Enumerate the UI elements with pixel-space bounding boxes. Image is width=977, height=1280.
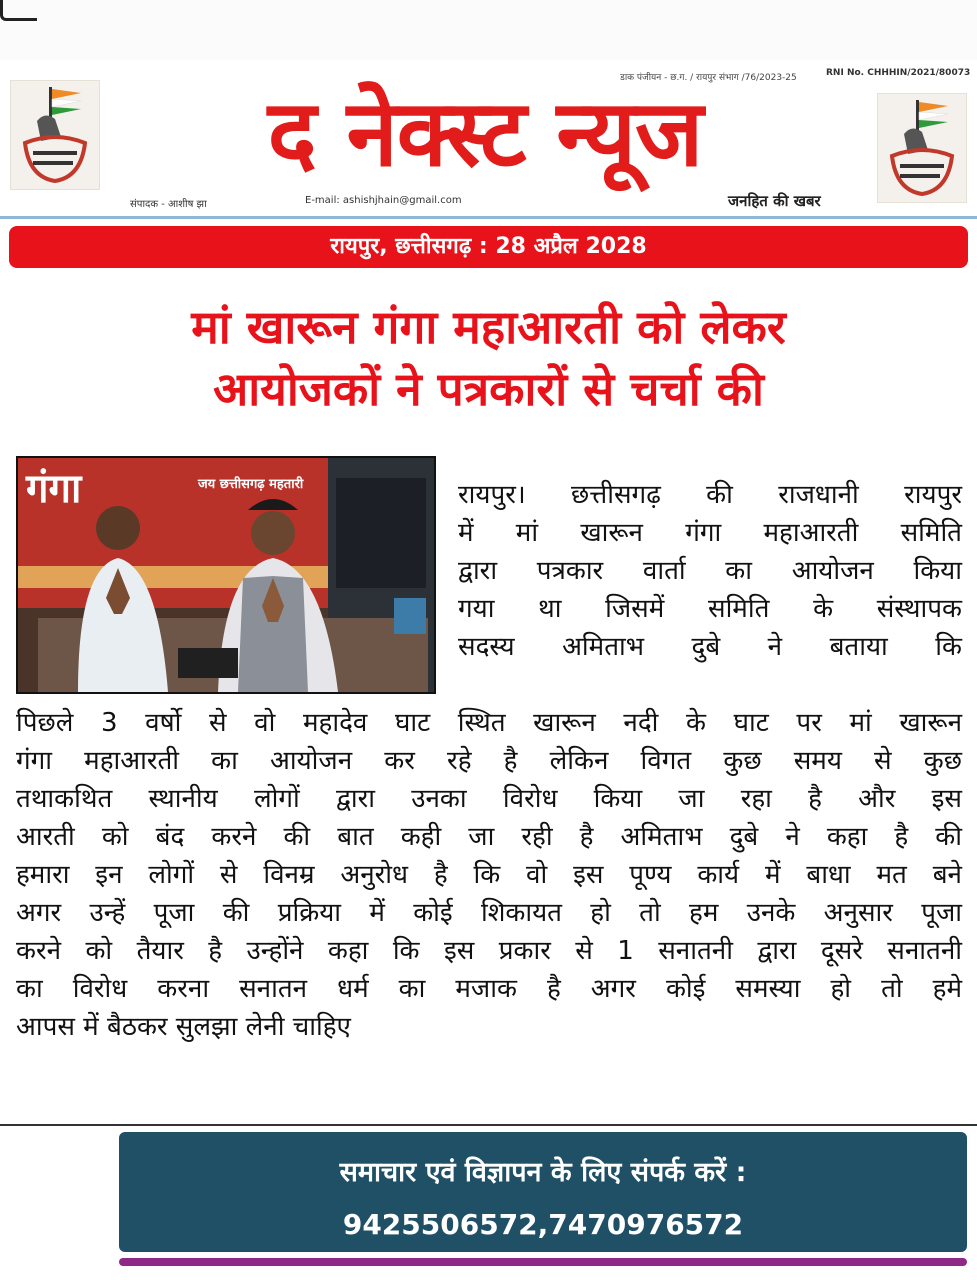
news-photo bbox=[16, 456, 436, 694]
article-line: आरती को बंद करने की बात कही जा रही है अमिताभ दुबे ने कहा है की bbox=[16, 822, 962, 852]
article-line: अगर उन्हें पूजा की प्रक्रिया में कोई शिकायत हो तो हम उनके अनुसार पूजा bbox=[16, 898, 962, 928]
contact-label: समाचार एवं विज्ञापन के लिए संपर्क करें : bbox=[339, 1157, 747, 1188]
headline bbox=[0, 296, 977, 420]
footer-divider bbox=[0, 1124, 977, 1126]
email-address: E-mail: ashishjhain@gmail.com bbox=[305, 195, 462, 206]
article-line: हमारा इन लोगों से विनम्र अनुरोध है कि वो इस पूण्य कार्य में बाधा मत बने bbox=[16, 860, 962, 890]
newspaper-tagline: जनहित की खबर bbox=[728, 192, 821, 210]
article-line: करने को तैयार है उन्होंने कहा कि इस प्रकार से 1 सनातनी द्वारा दूसरे सनातनी bbox=[16, 936, 962, 966]
article-line: पिछले 3 वर्षो से वो महादेव घाट स्थित खारून नदी के घाट पर मां खारून bbox=[16, 708, 962, 738]
article-text-bottom bbox=[16, 704, 962, 1046]
republic-day-logo-icon bbox=[10, 80, 100, 190]
newspaper-name: द नेक्स्ट न्यूज bbox=[267, 80, 703, 187]
contact-box bbox=[119, 1132, 967, 1252]
dateline-banner bbox=[9, 226, 968, 268]
headline-line-2: आयोजकों ने पत्रकारों से चर्चा की bbox=[213, 362, 764, 416]
article-line: द्वारा पत्रकार वार्ता का आयोजन किया bbox=[458, 556, 962, 586]
republic-day-logo-icon bbox=[877, 93, 967, 203]
article-line: रायपुर। छत्तीसगढ़ की राजधानी रायपुर bbox=[458, 480, 962, 510]
photo-banner-text: गंगा bbox=[26, 466, 82, 512]
editor-name: संपादक - आशीष झा bbox=[130, 199, 207, 210]
article-line: गंगा महाआरती का आयोजन कर रहे है लेकिन विगत कुछ समय से कुछ bbox=[16, 746, 962, 776]
photo-banner-subtext: जय छत्तीसगढ़ महतारी bbox=[198, 477, 304, 492]
dateline-text: रायपुर, छत्तीसगढ़ : 28 अप्रैल 2028 bbox=[330, 234, 647, 259]
masthead bbox=[0, 60, 977, 220]
article-line: आपस में बैठकर सुलझा लेनी चाहिए bbox=[16, 1012, 351, 1042]
article-line: गया था जिसमें समिति के संस्थापक bbox=[458, 594, 962, 624]
bottom-accent-bar bbox=[119, 1258, 967, 1266]
rni-number: RNI No. CHHHIN/2021/80073 bbox=[826, 68, 971, 78]
headline-line-1: मां खारून गंगा महाआरती को लेकर bbox=[191, 300, 786, 354]
corner-mark-icon bbox=[0, 0, 37, 21]
article-line: का विरोध करना सनातन धर्म का मजाक है अगर कोई समस्या हो तो हमे bbox=[16, 974, 962, 1004]
registration-number: डाक पंजीयन - छ.ग. / रायपुर संभाग /76/2023-25 bbox=[620, 73, 797, 83]
contact-phone-numbers[interactable]: 9425506572,7470976572 bbox=[342, 1208, 744, 1241]
article-line: तथाकथित स्थानीय लोगों द्वारा उनका विरोध किया जा रहा है और इस bbox=[16, 784, 962, 814]
article-line: सदस्य अमिताभ दुबे ने बताया कि bbox=[458, 632, 962, 662]
article-line: में मां खारून गंगा महाआरती समिति bbox=[458, 518, 962, 548]
masthead-divider bbox=[0, 216, 977, 219]
top-strip bbox=[0, 0, 977, 60]
article-text-top bbox=[458, 476, 962, 666]
